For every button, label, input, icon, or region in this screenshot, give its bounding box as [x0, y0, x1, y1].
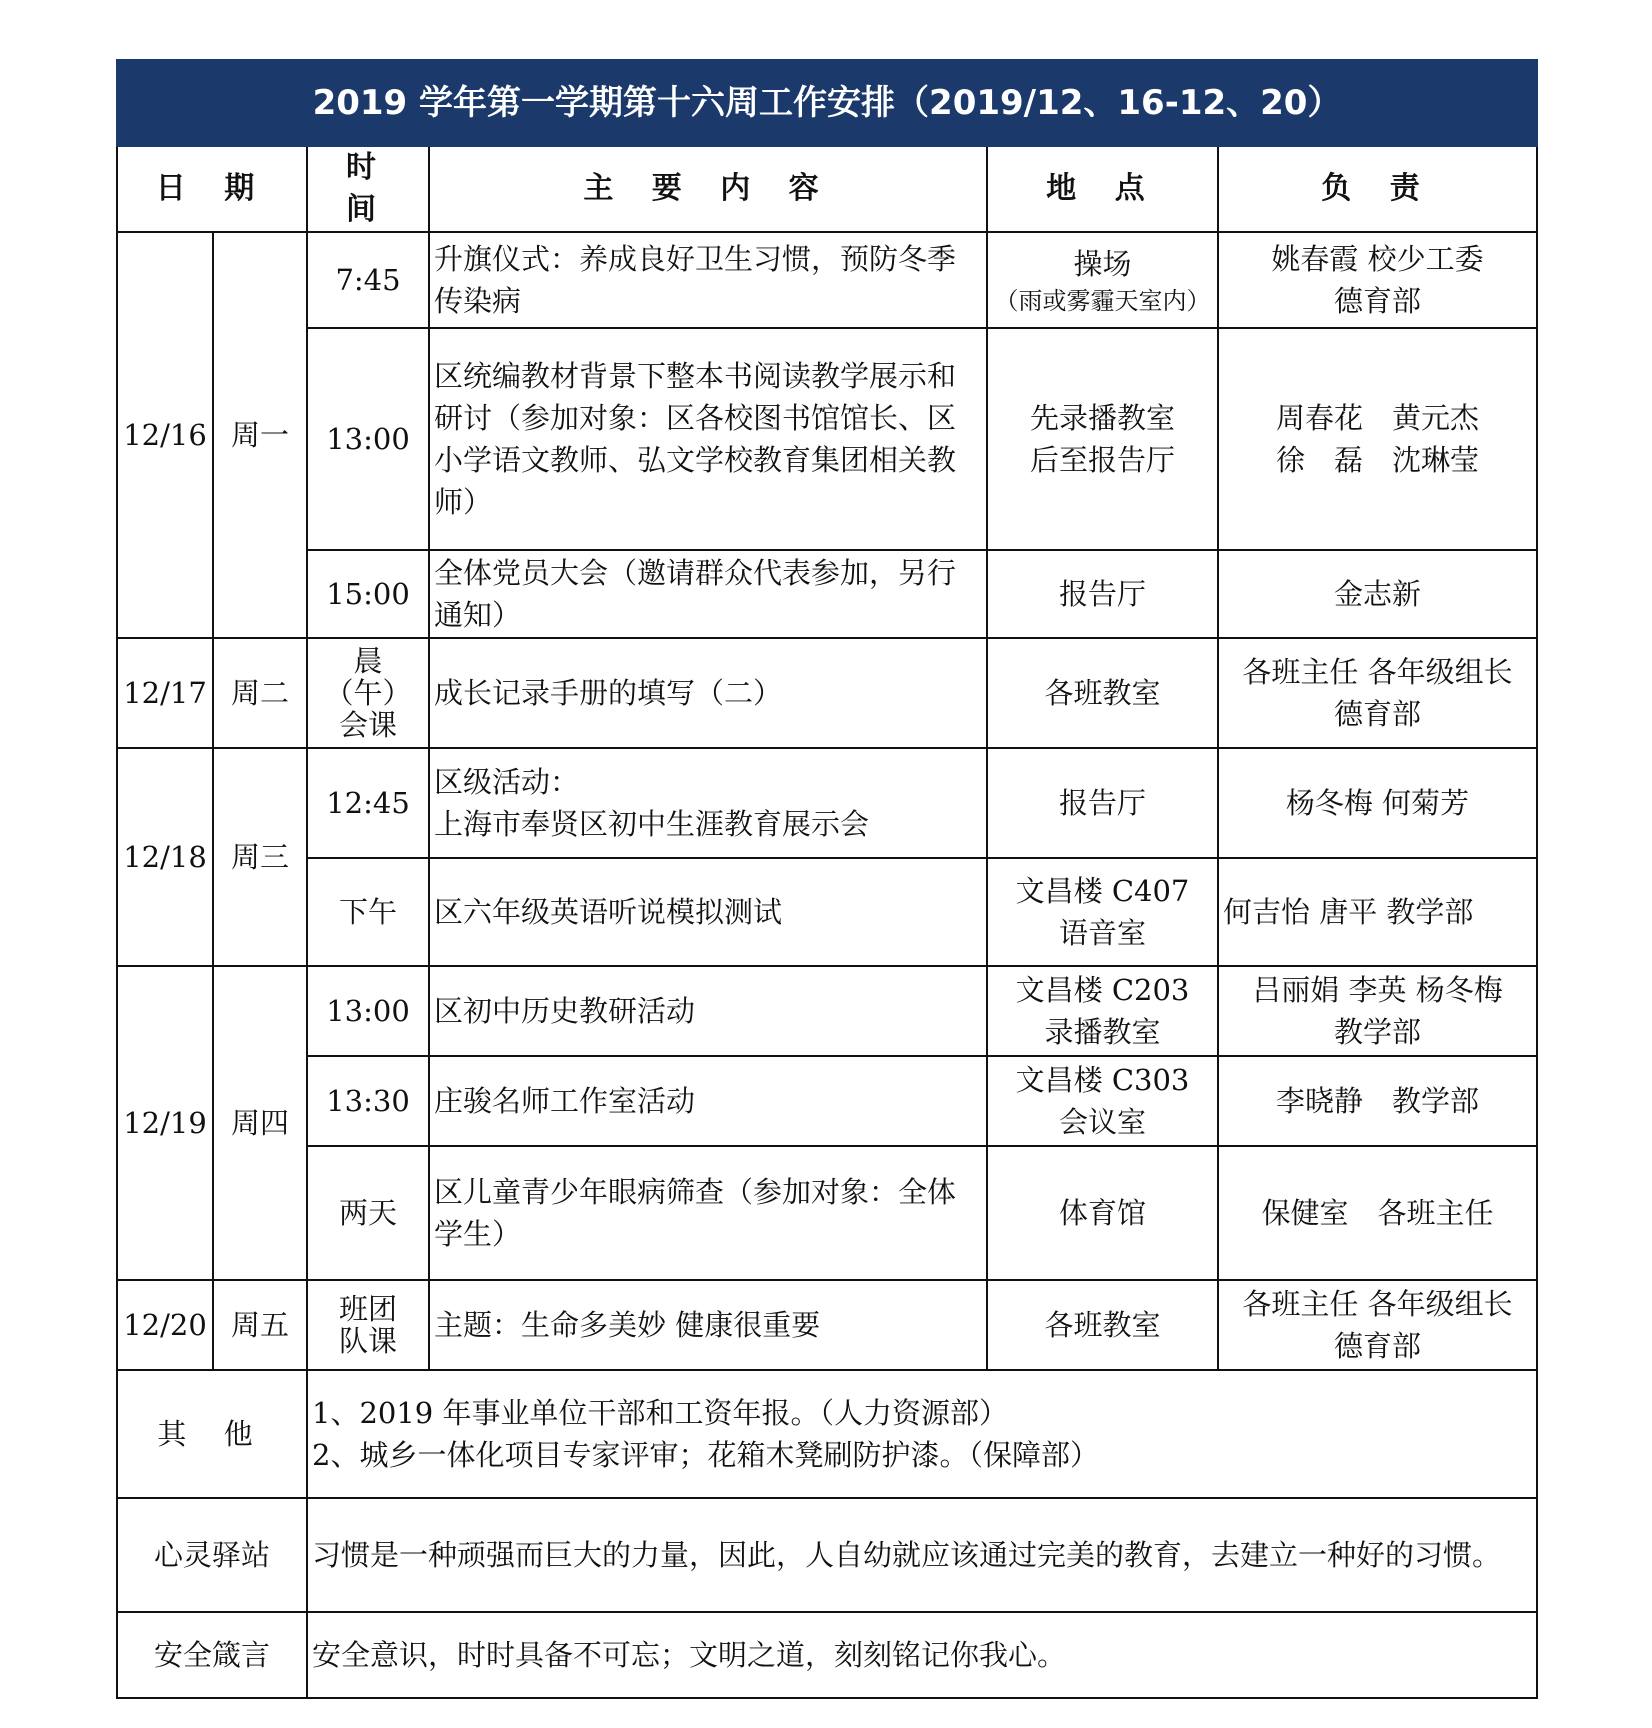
header-content: 主 要 内 容 [429, 146, 987, 232]
table-row [117, 966, 1537, 1056]
header-owner: 负 责 [1218, 146, 1537, 232]
time-cell: 7:45 [307, 232, 429, 328]
content-cell: 区统编教材背景下整本书阅读教学展示和研讨（参加对象：区各校图书馆馆长、区小学语文教师、弘文学校教育集团相关教师） [429, 328, 987, 550]
owner-cell: 杨冬梅 何菊芳 [1218, 748, 1537, 858]
content-cell: 区初中历史教研活动 [429, 966, 987, 1056]
place-cell: 文昌楼 C303 会议室 [987, 1056, 1218, 1146]
heart-row [117, 1498, 1537, 1612]
date-cell: 12/18 [117, 748, 213, 966]
content-cell: 区六年级英语听说模拟测试 [429, 858, 987, 966]
owner-cell: 李晓静 教学部 [1218, 1056, 1537, 1146]
owner-cell: 周春花 黄元杰 徐 磊 沈琳莹 [1218, 328, 1537, 550]
other-line: 2、城乡一体化项目专家评审；花箱木凳刷防护漆。（保障部） [312, 1438, 1099, 1472]
heart-text: 习惯是一种顽强而巨大的力量，因此，人自幼就应该通过完美的教育，去建立一种好的习惯。 [307, 1498, 1537, 1612]
table-row [117, 550, 1537, 638]
content-cell: 区儿童青少年眼病筛查（参加对象：全体学生） [429, 1146, 987, 1280]
header-date: 日 期 [117, 146, 307, 232]
owner-cell: 各班主任 各年级组长 德育部 [1218, 1280, 1537, 1370]
place-cell: 报告厅 [987, 748, 1218, 858]
page-title: 2019 学年第一学期第十六周工作安排（2019/12、16-12、20） [117, 60, 1537, 146]
time-cell: 两天 [307, 1146, 429, 1280]
safety-row [117, 1612, 1537, 1698]
time-cell: 13:00 [307, 966, 429, 1056]
schedule-sheet [116, 59, 1536, 1699]
date-cell: 12/19 [117, 966, 213, 1280]
date-cell: 12/17 [117, 638, 213, 748]
other-row [117, 1370, 1537, 1498]
place-text: 操场 [1073, 247, 1132, 281]
table-row [117, 232, 1537, 328]
content-cell: 升旗仪式：养成良好卫生习惯，预防冬季传染病 [429, 232, 987, 328]
table-row [117, 1056, 1537, 1146]
table-row [117, 748, 1537, 858]
content-cell: 成长记录手册的填写（二） [429, 638, 987, 748]
owner-cell: 各班主任 各年级组长 德育部 [1218, 638, 1537, 748]
other-line: 1、2019 年事业单位干部和工资年报。（人力资源部） [312, 1396, 1008, 1430]
owner-cell: 何吉怡 唐平 教学部 [1218, 858, 1537, 966]
header-row [117, 146, 1537, 232]
content-cell: 区级活动： 上海市奉贤区初中生涯教育展示会 [429, 748, 987, 858]
place-cell: 体育馆 [987, 1146, 1218, 1280]
time-cell: 15:00 [307, 550, 429, 638]
weekday-cell: 周四 [213, 966, 307, 1280]
table-row [117, 1280, 1537, 1370]
owner-cell: 保健室 各班主任 [1218, 1146, 1537, 1280]
place-cell: 文昌楼 C203 录播教室 [987, 966, 1218, 1056]
weekday-cell: 周五 [213, 1280, 307, 1370]
header-place: 地 点 [987, 146, 1218, 232]
weekday-cell: 周三 [213, 748, 307, 966]
place-cell: 报告厅 [987, 550, 1218, 638]
weekday-cell: 周一 [213, 232, 307, 638]
time-cell: 下午 [307, 858, 429, 966]
place-cell: 先录播教室 后至报告厅 [987, 328, 1218, 550]
other-label: 其 他 [117, 1370, 307, 1498]
place-cell [987, 232, 1218, 328]
owner-cell: 吕丽娟 李英 杨冬梅 教学部 [1218, 966, 1537, 1056]
time-cell: 晨（午） 会课 [307, 638, 429, 748]
other-content [307, 1370, 1537, 1498]
time-cell: 13:00 [307, 328, 429, 550]
content-cell: 全体党员大会（邀请群众代表参加，另行通知） [429, 550, 987, 638]
weekday-cell: 周二 [213, 638, 307, 748]
time-cell: 班团 队课 [307, 1280, 429, 1370]
content-cell: 庄骏名师工作室活动 [429, 1056, 987, 1146]
owner-cell: 姚春霞 校少工委 德育部 [1218, 232, 1537, 328]
table-row [117, 858, 1537, 966]
table-row [117, 1146, 1537, 1280]
time-cell: 13:30 [307, 1056, 429, 1146]
header-time: 时 间 [307, 146, 429, 232]
heart-label: 心灵驿站 [117, 1498, 307, 1612]
table-row [117, 328, 1537, 550]
place-cell: 文昌楼 C407 语音室 [987, 858, 1218, 966]
owner-cell: 金志新 [1218, 550, 1537, 638]
safety-label: 安全箴言 [117, 1612, 307, 1698]
date-cell: 12/20 [117, 1280, 213, 1370]
table-row [117, 638, 1537, 748]
place-cell: 各班教室 [987, 638, 1218, 748]
time-cell: 12:45 [307, 748, 429, 858]
schedule-table [116, 59, 1538, 1699]
date-cell: 12/16 [117, 232, 213, 638]
title-row [117, 60, 1537, 146]
safety-text: 安全意识，时时具备不可忘；文明之道，刻刻铭记你我心。 [307, 1612, 1537, 1698]
content-cell: 主题：生命多美妙 健康很重要 [429, 1280, 987, 1370]
place-cell: 各班教室 [987, 1280, 1218, 1370]
place-note: （雨或雾霾天室内） [994, 287, 1211, 315]
